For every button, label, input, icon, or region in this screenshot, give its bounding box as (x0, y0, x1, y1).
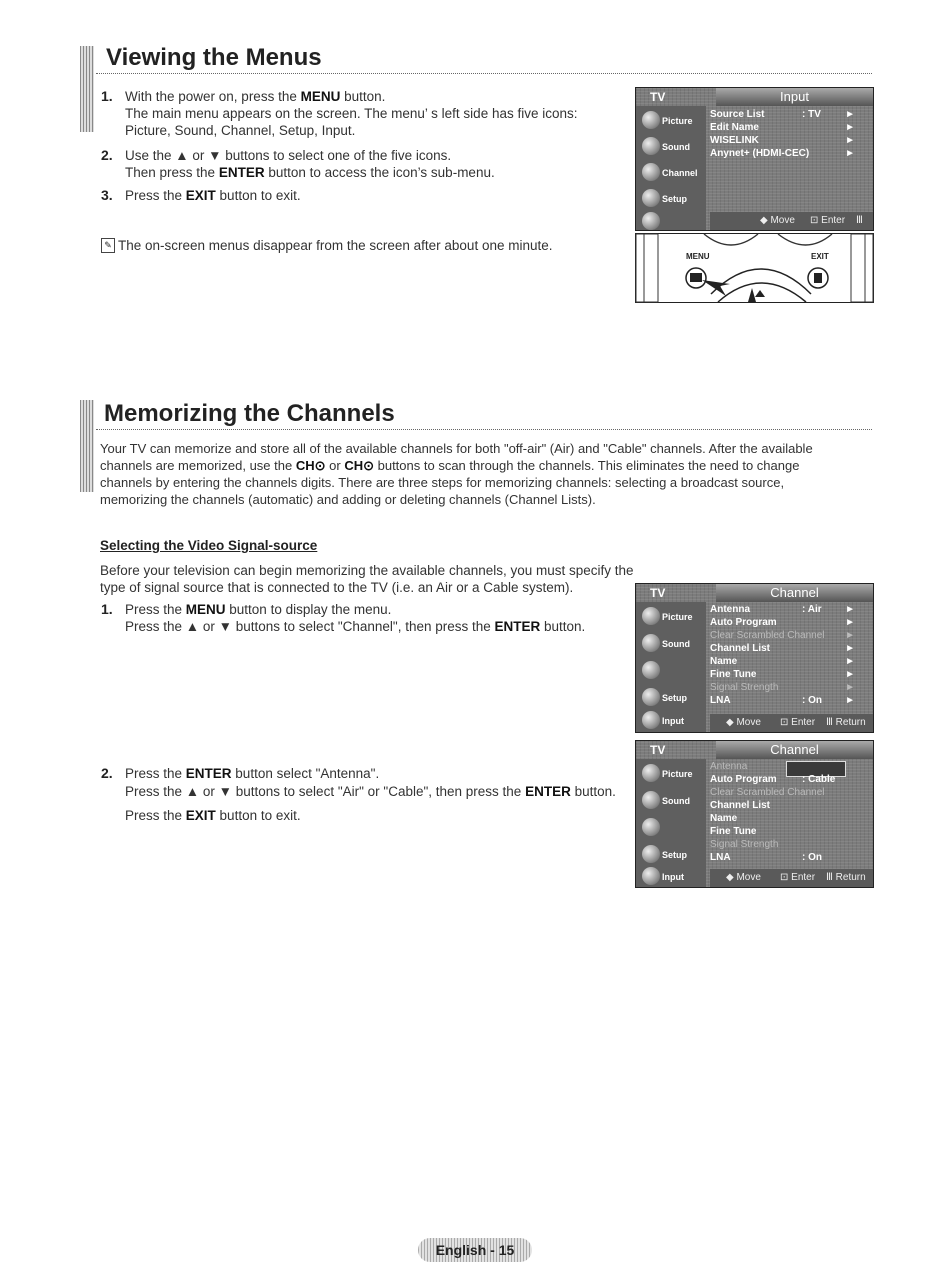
tv-label: TV (650, 586, 666, 600)
section-marker-bar (80, 46, 94, 132)
menu-sidebar (636, 602, 706, 732)
menu-row: Auto Program : Cable (710, 774, 836, 785)
remote-drawing (636, 234, 873, 302)
menu-row: LNA : On (710, 852, 822, 863)
setup-icon: Setup (638, 685, 704, 711)
menu-row: Signal Strength ► (710, 682, 855, 693)
menu-row: Antenna : Air ► (710, 604, 855, 615)
menu-title: Channel (716, 741, 873, 759)
input-icon (638, 209, 704, 235)
sub-intro-text: Before your television can begin memorizing the available channels, you must specify the type of signal source that is connected to the TV (i.e. an Air or a Cable system). (100, 563, 634, 595)
step-text: With the power on, press the MENU button. The main menu appears on the screen. The menu’ s left side has five icons: Picture, Sound, Channel, Setup, Input. (125, 89, 578, 138)
menu-title: Channel (716, 584, 873, 602)
sound-icon: Sound (638, 134, 704, 160)
menu-row: Antenna (710, 761, 748, 772)
menu-footer: ◆ Move ⊡ Enter Ⅲ Return (710, 714, 873, 732)
menu-footer: ◆ Move ⊡ Enter Ⅲ Return (710, 869, 873, 887)
sound-icon: Sound (638, 788, 704, 814)
menu-footer: ◆ Move ⊡ Enter Ⅲ (710, 212, 873, 230)
channel-icon (638, 815, 704, 841)
menu-row: Signal Strength (710, 839, 779, 850)
menu-row: LNA : On ► (710, 695, 855, 706)
step-number: 3. (101, 187, 113, 203)
menu-sidebar (636, 759, 706, 887)
exit-button-label: EXIT (811, 252, 829, 261)
tv-menu-channel-antenna (635, 740, 874, 888)
tv-menu-input (635, 87, 874, 231)
input-icon: Input (638, 708, 704, 734)
menu-row: Clear Scrambled Channel ► (710, 630, 855, 641)
menu-row: Anynet+ (HDMI-CEC) ► (710, 148, 855, 159)
input-icon: Input (638, 864, 704, 890)
step-number: 1. (101, 601, 113, 617)
step-number: 2. (101, 147, 113, 163)
section-divider (96, 428, 872, 430)
menu-row: WISELINK ► (710, 135, 855, 146)
picture-icon: Picture (638, 604, 704, 630)
menu-title: Input (716, 88, 873, 106)
page-number-badge: English - 15 (418, 1238, 532, 1262)
menu-row: Channel List ► (710, 643, 855, 654)
subheading: Selecting the Video Signal-source (100, 538, 318, 553)
note-text: The on-screen menus disappear from the screen after about one minute. (118, 238, 553, 253)
sound-icon: Sound (638, 631, 704, 657)
step-text: Press the EXIT button to exit. (125, 188, 301, 203)
menu-row: Fine Tune (710, 826, 757, 837)
section-title-viewing: Viewing the Menus (106, 44, 322, 71)
step-text: Press the MENU button to display the menu. Press the ▲ or ▼ buttons to select "Channel", then press the ENTER button. (125, 602, 586, 634)
menu-row: Name (710, 813, 738, 824)
menu-row: Clear Scrambled Channel (710, 787, 825, 798)
menu-row: Name ► (710, 656, 855, 667)
menu-row: Edit Name ► (710, 122, 855, 133)
section-divider (96, 72, 872, 74)
channel-icon: Channel (638, 160, 704, 186)
tv-label: TV (650, 90, 666, 104)
section-marker-bar (80, 400, 94, 492)
note-icon: ✎ (101, 238, 115, 253)
step-text: Use the ▲ or ▼ buttons to select one of the five icons. Then press the ENTER button to access the icon’s sub-menu. (125, 148, 495, 180)
setup-icon: Setup (638, 186, 704, 212)
menu-row: Fine Tune ► (710, 669, 855, 680)
menu-row: Channel List (710, 800, 771, 811)
menu-row: Source List : TV ► (710, 109, 855, 120)
section-title-memorizing: Memorizing the Channels (104, 400, 395, 427)
channel-icon (638, 658, 704, 684)
tv-menu-channel (635, 583, 874, 733)
step-number: 1. (101, 88, 113, 104)
setup-icon: Setup (638, 842, 704, 868)
menu-sidebar (636, 106, 706, 230)
step-text: Press the ENTER button select "Antenna". Press the ▲ or ▼ buttons to select "Air" or "Cable", then press the ENTER button. Press the EXIT button to exit. (125, 766, 616, 823)
remote-illustration (635, 233, 874, 303)
menu-button-label: MENU (686, 252, 710, 261)
intro-paragraph: Your TV can memorize and store all of the available channels for both "off-air" (Air) and "Cable" channels. After the available channels are memorized, use the CH⊙ or CH⊙ buttons to scan through the channels. This eliminates the need to change channels by entering the channels digits. There are three steps for memorizing channels: selecting a broadcast source, memorizing the channels (automatic) and adding or deleting channels (Channel Lists). (100, 441, 813, 507)
picture-icon: Picture (638, 108, 704, 134)
menu-row: Auto Program ► (710, 617, 855, 628)
step-number: 2. (101, 765, 113, 781)
picture-icon: Picture (638, 761, 704, 787)
tv-label: TV (650, 743, 666, 757)
